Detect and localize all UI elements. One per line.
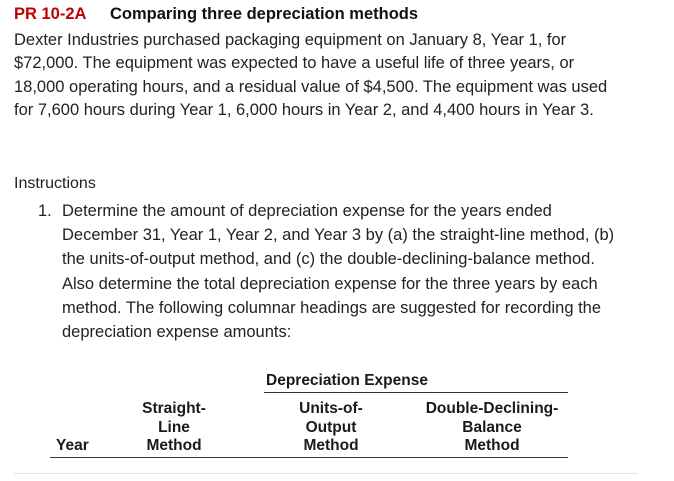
instruction-line: method. The following columnar headings are suggested for recording the — [62, 298, 602, 317]
column-heading-rule — [50, 457, 568, 458]
instruction-text — [62, 199, 662, 344]
problem-title: Comparing three depreciation methods — [110, 5, 419, 23]
depreciation-expense-heading: Depreciation Expense — [266, 372, 428, 389]
heading-line: Balance — [462, 418, 522, 436]
problem-statement — [14, 29, 654, 122]
heading-line: Double-Declining- — [425, 400, 559, 417]
instruction-line: December 31, Year 1, Year 2, and Year 3 by (a) the straight-line method, (b) — [62, 226, 615, 245]
problem-line: 18,000 operating hours, and a residual value of $4,500. The equipment was used — [14, 77, 608, 96]
straight-line-column-heading — [130, 400, 218, 456]
instruction-number: 1. — [38, 202, 52, 220]
problem-line: Dexter Industries purchased packaging equipment on January 8, Year 1, for — [14, 31, 567, 49]
heading-line: Method — [146, 437, 202, 454]
problem-header — [14, 5, 418, 24]
heading-line: Method — [464, 437, 520, 454]
problem-line: $72,000. The equipment was expected to have a useful life of three years, or — [14, 54, 575, 73]
heading-line: Line — [158, 418, 190, 436]
heading-line: Straight- — [142, 400, 206, 417]
heading-line: Output — [305, 418, 357, 436]
instruction-line: the units-of-output method, and (c) the double-declining-balance method. — [62, 250, 595, 269]
instruction-line: Determine the amount of depreciation expense for the years ended — [62, 202, 552, 220]
problem-id: PR 10-2A — [14, 5, 87, 23]
group-heading-rule — [264, 392, 568, 393]
heading-line: Method — [303, 437, 359, 454]
instruction-line: Also determine the total depreciation expense for the three years by each — [62, 274, 598, 293]
heading-line: Units-of- — [299, 400, 363, 417]
units-of-output-column-heading — [286, 400, 376, 456]
instruction-line: depreciation expense amounts: — [62, 323, 292, 342]
page-bottom-rule — [14, 473, 638, 474]
double-declining-balance-column-heading — [412, 400, 572, 456]
instructions-label: Instructions — [14, 175, 96, 192]
problem-line: for 7,600 hours during Year 1, 6,000 hours in Year 2, and 4,400 hours in Year 3. — [14, 100, 594, 119]
year-column-heading: Year — [56, 437, 89, 454]
